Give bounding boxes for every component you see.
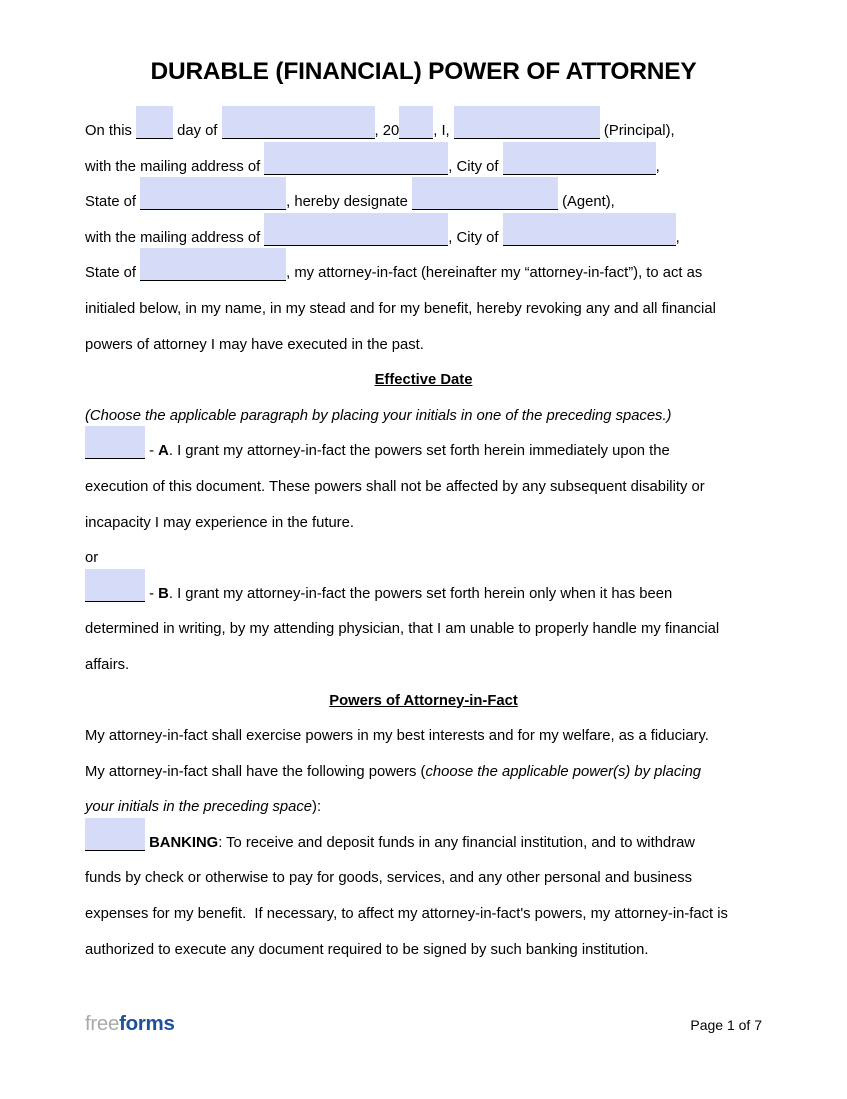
line-option-a [85, 434, 762, 470]
text-run: (Agent), [558, 194, 615, 211]
text-run: execution of this document. These powers shall not be affected by any subsequent disability or [85, 478, 705, 495]
text-run: , my attorney-in-fact (hereinafter my “attorney-in-fact”), to act as [286, 265, 703, 282]
field-year[interactable] [399, 120, 433, 139]
text-run: On this [85, 123, 136, 139]
text-run: day of [173, 123, 222, 139]
text-run: determined in writing, by my attending physician, that I am unable to properly handle my financial [85, 621, 720, 638]
line-banking-cont-2 [85, 897, 762, 933]
line-principal-address [85, 150, 762, 186]
effective-date-heading [85, 363, 762, 399]
text-run: - [145, 443, 159, 460]
field-agent-address[interactable] [264, 227, 448, 246]
italic-text: your initials in the preceding space [85, 799, 313, 816]
text-run: initialed below, in my name, in my stead and for my benefit, hereby revoking any and all financial [85, 300, 716, 317]
field-agent-city[interactable] [503, 227, 676, 246]
text-run: , I, [433, 123, 454, 139]
text-run: , [675, 229, 680, 246]
line-option-b-cont-1 [85, 612, 762, 648]
line-powers-intro-1 [85, 719, 762, 755]
line-banking-cont-1 [85, 861, 762, 897]
text-run: powers of attorney I may have executed in the past. [85, 336, 424, 353]
freeforms-logo [85, 1012, 175, 1036]
text-run: : To receive and deposit funds in any financial institution, and to withdraw [218, 834, 695, 851]
line-agent-state [85, 256, 762, 292]
field-initials-option-a[interactable] [85, 440, 145, 459]
field-principal-state[interactable] [140, 191, 286, 210]
field-initials-banking[interactable] [85, 832, 145, 851]
line-opening-cont-2 [85, 328, 762, 364]
text-run: My attorney-in-fact shall exercise powers in my best interests and for my welfare, as a fiduciary. [85, 728, 709, 745]
text-run: affairs. [85, 656, 130, 673]
bold-text: B [158, 585, 169, 602]
field-principal-city[interactable] [503, 156, 656, 175]
line-banking-cont-3 [85, 933, 762, 969]
text-run: or [85, 550, 99, 567]
text-run: with the mailing address of [85, 158, 265, 175]
bold-text: BANKING [149, 834, 219, 851]
text-run: , City of [448, 158, 503, 175]
text-run: ): [312, 799, 322, 816]
text-run: funds by check or otherwise to pay for goods, services, and any other personal and business [85, 870, 693, 887]
text-run: . I grant my attorney-in-fact the powers set forth herein only when it has been [168, 585, 673, 602]
text-run: , 20 [374, 123, 400, 139]
field-principal-name[interactable] [454, 120, 600, 139]
line-effective-instruction [85, 399, 762, 435]
field-agent-state[interactable] [140, 262, 286, 281]
document-title: DURABLE (FINANCIAL) POWER OF ATTORNEY [150, 58, 697, 85]
field-initials-option-b[interactable] [85, 583, 145, 602]
field-agent-name[interactable] [412, 191, 558, 210]
text-run: Effective Date [374, 372, 473, 389]
text-run: with the mailing address of [85, 229, 265, 246]
document-lines [85, 114, 762, 968]
text-run: , City of [448, 229, 503, 246]
line-powers-intro-2 [85, 755, 762, 791]
powers-heading [85, 684, 762, 720]
field-day[interactable] [136, 120, 173, 139]
line-opening-cont-1 [85, 292, 762, 328]
text-run: (Principal), [599, 123, 675, 139]
bold-text: A [158, 443, 169, 460]
text-run: expenses for my benefit. If necessary, to affect my attorney-in-fact's powers, my attorney-in-fact is [85, 906, 728, 923]
text-run: , [655, 158, 660, 175]
text-run: authorized to execute any document required to be signed by such banking institution. [85, 941, 649, 958]
text-run: State of [85, 265, 141, 282]
field-month[interactable] [222, 120, 375, 139]
line-option-b [85, 577, 762, 613]
line-option-a-cont-2 [85, 506, 762, 542]
text-run: Powers of Attorney-in-Fact [329, 692, 518, 709]
logo-free: free [85, 1012, 120, 1035]
line-powers-intro-3 [85, 790, 762, 826]
line-agent-address [85, 221, 762, 257]
page-number-label: Page 1 of 7 [690, 1017, 762, 1033]
text-run: My attorney-in-fact shall have the following powers ( [85, 763, 426, 780]
text-run: . I grant my attorney-in-fact the powers set forth herein immediately upon the [168, 443, 670, 460]
text-run: incapacity I may experience in the future. [85, 514, 354, 531]
line-banking [85, 826, 762, 862]
logo-forms: forms [119, 1012, 175, 1035]
field-principal-address[interactable] [264, 156, 448, 175]
italic-text: (Choose the applicable paragraph by placing your initials in one of the preceding spaces.) [85, 407, 672, 424]
line-or [85, 541, 762, 577]
line-option-b-cont-2 [85, 648, 762, 684]
text-run: , hereby designate [286, 194, 412, 211]
text-run: State of [85, 194, 141, 211]
line-option-a-cont-1 [85, 470, 762, 506]
italic-text: choose the applicable power(s) by placing [425, 763, 702, 780]
text-run: - [145, 585, 159, 602]
line-principal-state-designate [85, 185, 762, 221]
page-footer [85, 1012, 762, 1036]
line-opening-date [85, 114, 762, 150]
